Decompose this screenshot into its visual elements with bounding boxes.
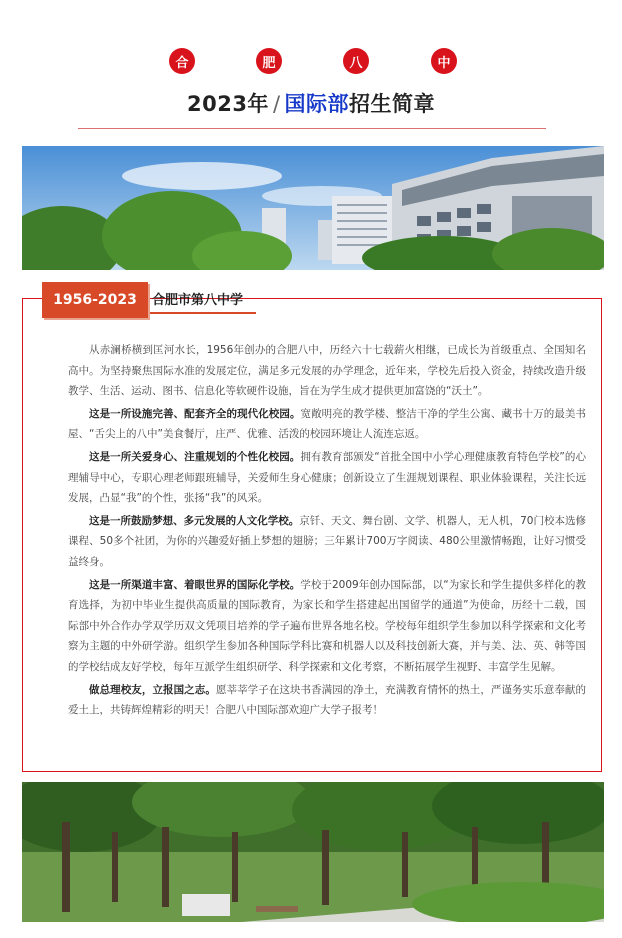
intro-paragraph: 这是一所鼓励梦想、多元发展的人文化学校。京钎、天文、舞台剧、文学、机器人，无人机，70门校本选修课程、50多个社团，为你的兴趣爱好插上梦想的翅膀；三年累计700万字阅读、480公里激情畅跑，让好习惯受益终身。	[68, 514, 586, 568]
intro-paragraph: 这是一所渠道丰富、着眼世界的国际化学校。学校于2009年创办国际部，以“为家长和学生提供多样化的教育选择，为初中毕业生提供高质量的国际教育，为家长和学生搭建起出国留学的通道”为使命，历经十二载，国际部中外合作办学双学历双文凭项目培养的学子遍布世界各地名校。学校每年组织学生参加以科学探索和文化考察为主题的中外研学游。组织学生参加各种国际学科比赛和机器人以及科技创新大赛，并与美、法、英、韩等国的学校结成友好学校，每年互派学生组织研学、科学探索和文化考察，不断拓展学生视野、丰富学生见解。	[68, 578, 586, 673]
title-char-circle: 合	[169, 48, 195, 74]
intro-paragraph: 从赤澜桥横到匡河水长，1956年创办的合肥八中，历经六十七载薪火相继，已成长为首级重点、全国知名高中。为坚持聚焦国际水准的发展定位，满足多元发展的办学理念，近年来，学校先后投入资金，持续改造升级教学、生活、运动、图书、信息化等软硬件设施，旨在为学生成才提供更加富饶的“沃土”。	[68, 344, 586, 398]
school-name: 合肥市第八中学	[152, 293, 244, 308]
header-circles	[0, 48, 622, 76]
title-year: 2023年	[186, 92, 269, 116]
campus-photo-grounds	[22, 782, 604, 922]
intro-paragraph: 这是一所关爱身心、注重规划的个性化校园。拥有教育部颁发“首批全国中小学心理健康教育特色学校”的心理辅导中心，专职心理老师跟班辅导，关爱师生身心健康；创新设立了生涯规划课程、职业体验课程，关注长远发展，凸显“我”的个性，张扬“我”的风采。	[68, 450, 586, 505]
title-highlight: 国际部	[284, 92, 350, 116]
page-title	[0, 88, 622, 118]
intro-paragraph: 做总理校友，立报国之志。愿莘莘学子在这块书香满园的净土，充满教育情怀的热土，严谨务实乐意奉献的爱土上，共铸辉煌精彩的明天！合肥八中国际部欢迎广大学子报考！	[68, 683, 587, 717]
campus-photo-buildings	[22, 146, 604, 270]
title-char-circle: 肥	[256, 48, 282, 74]
year-badge: 1956-2023	[42, 282, 148, 318]
title-separator: /	[272, 92, 281, 116]
title-divider	[78, 128, 546, 129]
title-char-circle: 八	[343, 48, 369, 74]
school-name-underline	[150, 312, 256, 314]
intro-body	[68, 340, 586, 723]
intro-paragraph: 这是一所设施完善、配套齐全的现代化校园。宽敞明亮的教学楼、整洁干净的学生公寓、藏书十万的最美书屋、“舌尖上的八中”美食餐厅，庄严、优雅、活泼的校园环境让人流连忘返。	[68, 407, 587, 441]
title-char-circle: 中	[431, 48, 457, 74]
title-rest: 招生简章	[349, 92, 436, 116]
